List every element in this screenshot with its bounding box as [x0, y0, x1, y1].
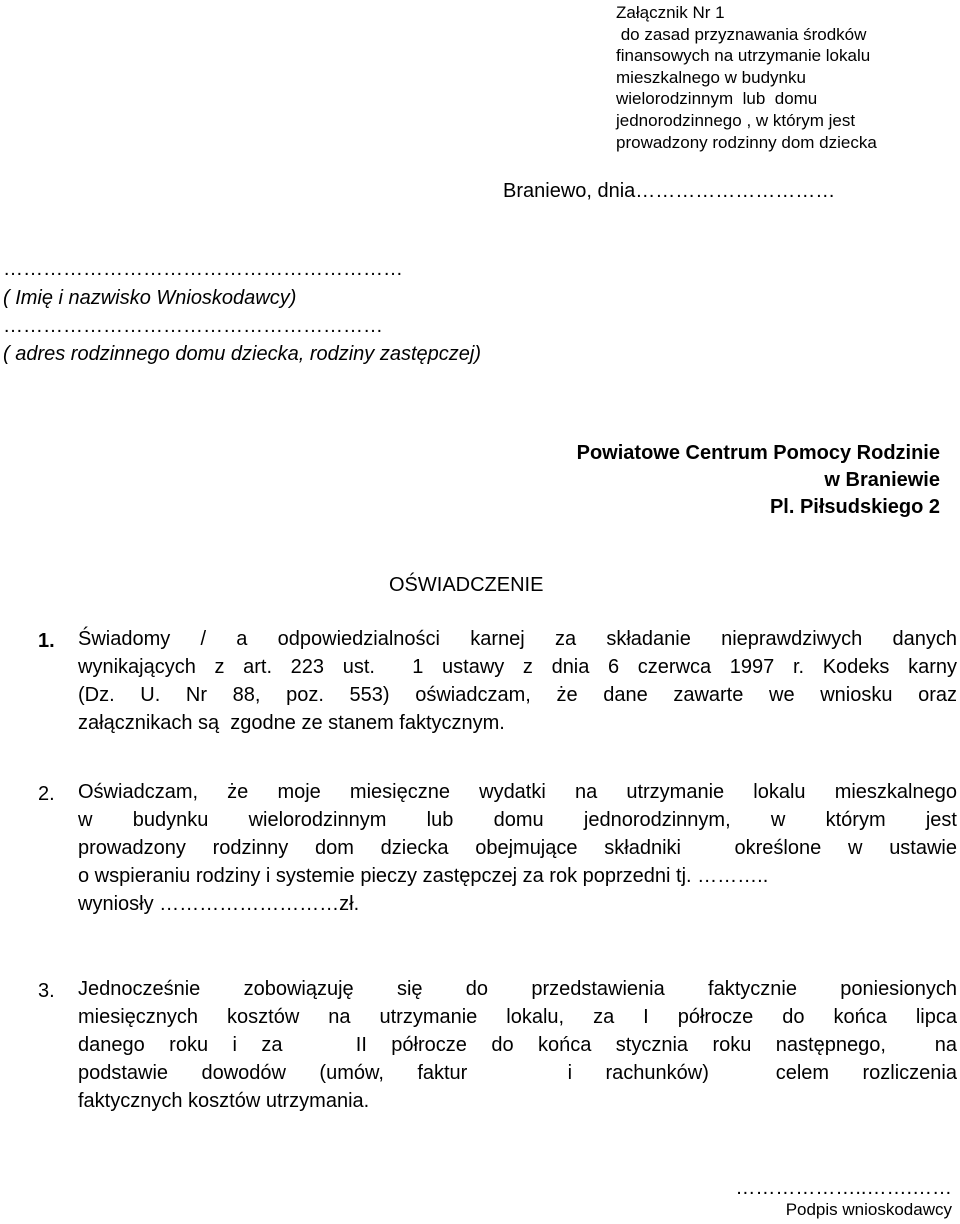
paragraph-line: Oświadczam, że moje miesięczne wydatki na utrzymanie lokalu mieszkalnego — [78, 781, 957, 803]
paragraph-line: Świadomy / a odpowiedzialności karnej za składanie nieprawdziwych danych — [78, 628, 957, 650]
paragraph-line: w budynku wielorodzinnym lub domu jednorodzinnym, w którym jest — [78, 809, 957, 831]
paragraph-line: podstawie dowodów (umów, faktur i rachunków) celem rozliczenia — [78, 1062, 957, 1084]
annex-line: finansowych na utrzymanie lokalu — [616, 46, 871, 66]
paragraph-line: prowadzony rodzinny dom dziecka obejmujące składniki określone w ustawie — [78, 837, 957, 859]
paragraph-3 — [78, 975, 957, 1115]
paragraph-line: wyniosły ………………………zł. — [78, 893, 360, 915]
paragraph-line: miesięcznych kosztów na utrzymanie lokalu, za I półrocze do końca lipca — [78, 1006, 957, 1028]
annex-line: do zasad przyznawania środków — [616, 24, 867, 44]
applicant-address-dots: ………………………………………………… — [3, 315, 383, 337]
annex-header — [616, 2, 877, 153]
paragraph-number: 3. — [38, 980, 55, 1002]
paragraph-number: 1. — [38, 630, 55, 652]
annex-line: wielorodzinnym lub domu — [616, 89, 818, 109]
addressee-line: w Braniewie — [824, 469, 940, 491]
addressee-block — [577, 440, 940, 521]
paragraph-line: faktycznych kosztów utrzymania. — [78, 1090, 370, 1112]
annex-line: prowadzony rodzinny dom dziecka — [616, 132, 877, 152]
applicant-address-label: ( adres rodzinnego domu dziecka, rodziny zastępczej) — [3, 343, 482, 365]
paragraph-number: 2. — [38, 783, 55, 805]
paragraph-line: (Dz. U. Nr 88, poz. 553) oświadczam, że dane zawarte we wniosku oraz — [78, 684, 957, 706]
paragraph-line: danego roku i za II półrocze do końca stycznia roku następnego, na — [78, 1034, 957, 1056]
addressee-line: Powiatowe Centrum Pomocy Rodzinie — [576, 442, 940, 464]
signature-label: Podpis wnioskodawcy — [785, 1200, 952, 1219]
annex-line: Załącznik Nr 1 — [616, 3, 725, 22]
place-date: Braniewo, dnia………………………… — [503, 180, 836, 202]
annex-line: mieszkalnego w budynku — [616, 67, 806, 87]
applicant-name-label: ( Imię i nazwisko Wnioskodawcy) — [3, 287, 297, 309]
paragraph-line: załącznikach są zgodne ze stanem faktycznym. — [78, 712, 505, 734]
paragraph-1 — [78, 625, 957, 737]
paragraph-line: Jednocześnie zobowiązuję się do przedstawienia faktycznie poniesionych — [78, 978, 957, 1000]
signature-dots: ………………..…….…… — [735, 1177, 952, 1199]
document-title: OŚWIADCZENIE — [389, 574, 544, 596]
paragraph-line: o wspieraniu rodziny i systemie pieczy zastępczej za rok poprzedni tj. ……….. — [78, 865, 769, 887]
paragraph-line: wynikających z art. 223 ust. 1 ustawy z dnia 6 czerwca 1997 r. Kodeks karny — [78, 656, 957, 678]
addressee-line: Pl. Piłsudskiego 2 — [769, 496, 940, 518]
applicant-name-dots: …………………………………………………… — [3, 258, 403, 280]
paragraph-2 — [78, 778, 957, 918]
annex-line: jednorodzinnego , w którym jest — [616, 110, 856, 130]
